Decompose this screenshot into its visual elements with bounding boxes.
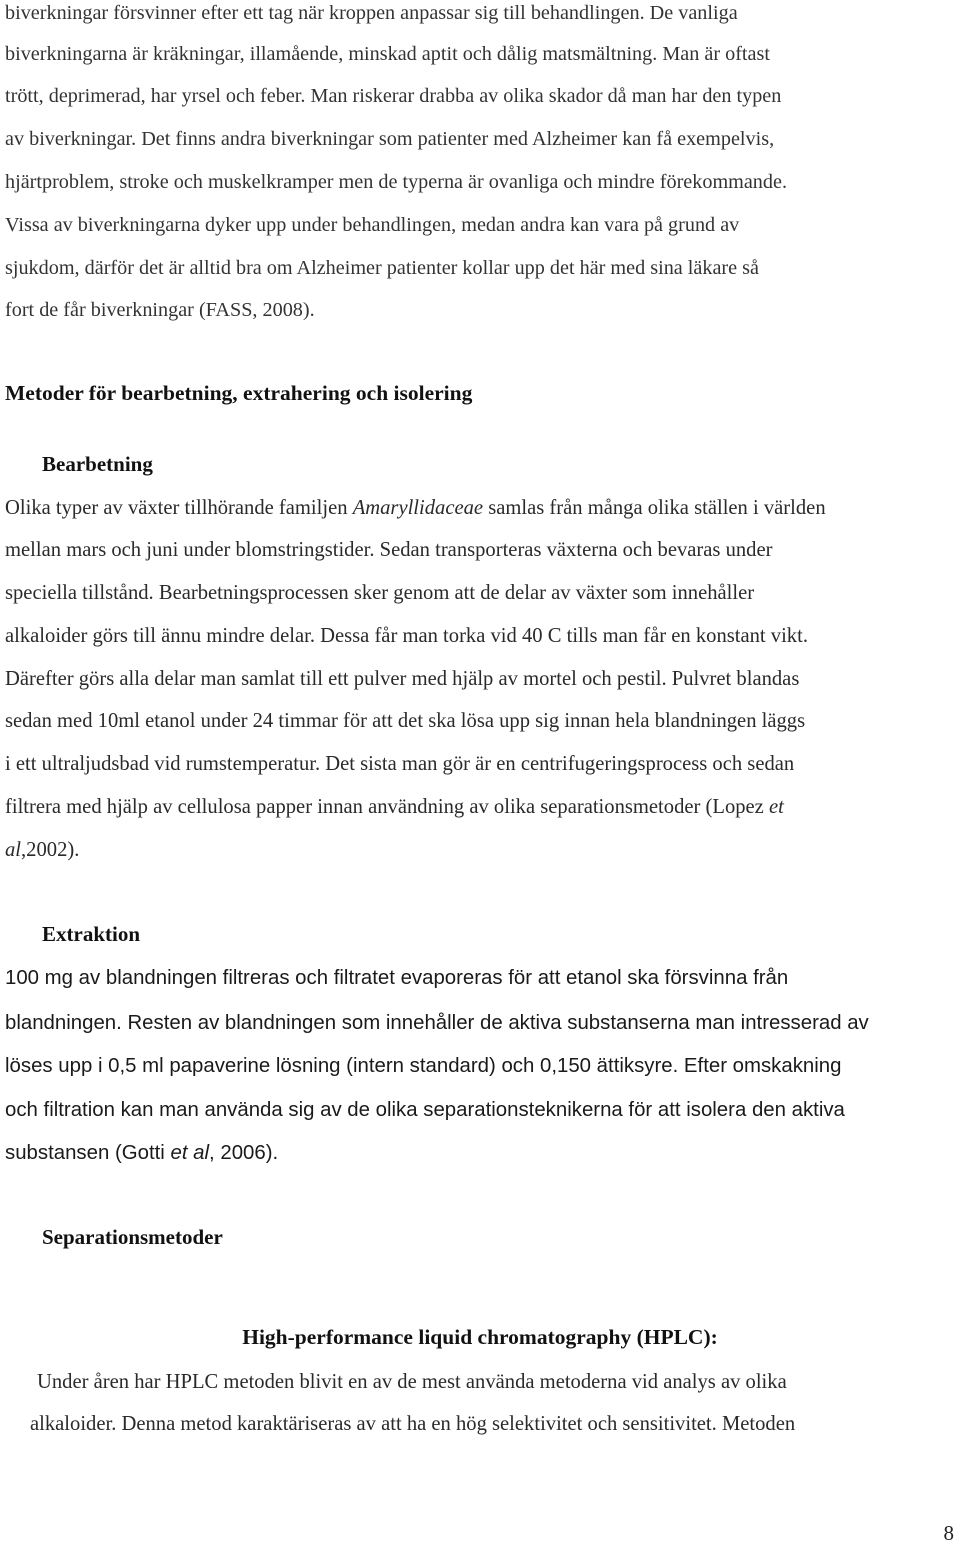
text-run: Olika typer av växter tillhörande familjen xyxy=(5,497,353,519)
hplc-line-2: alkaloider. Denna metod karaktäriseras av att ha en hög selektivitet och sensitivitet. Metoden xyxy=(30,1413,796,1435)
bearbetning-line-3: speciella tillstånd. Bearbetningsprocessen sker genom att de delar av växter som innehåller xyxy=(5,582,755,604)
text-run: samlas från många olika ställen i världen xyxy=(483,497,826,519)
intro-line-5: hjärtproblem, stroke och muskelkramper men de typerna är ovanliga och mindre förekommande. xyxy=(5,171,787,193)
extraktion-line-3: löses upp i 0,5 ml papaverine lösning (intern standard) och 0,150 ättiksyre. Efter omskakning xyxy=(5,1055,842,1077)
italic-text: et xyxy=(768,796,784,818)
extraktion-heading: Extraktion xyxy=(42,922,141,946)
text-run: , 2006). xyxy=(209,1142,279,1164)
extraktion-line-5 xyxy=(5,1140,278,1166)
text-run: ,2002). xyxy=(21,839,80,861)
italic-text: al xyxy=(5,839,22,861)
bearbetning-heading: Bearbetning xyxy=(42,452,153,476)
italic-family-name: Amaryllidaceae xyxy=(352,497,484,519)
bearbetning-line-7: i ett ultraljudsbad vid rumstemperatur. Det sista man gör är en centrifugeringsprocess och sedan xyxy=(5,753,795,775)
intro-line-8: fort de får biverkningar (FASS, 2008). xyxy=(5,299,315,321)
section-heading: Metoder för bearbetning, extrahering och isolering xyxy=(5,381,473,405)
intro-line-4: av biverkningar. Det finns andra biverkningar som patienter med Alzheimer kan få exempelvis, xyxy=(5,128,775,150)
italic-text: et al xyxy=(170,1142,210,1164)
extraktion-line-2: blandningen. Resten av blandningen som innehåller de aktiva substanserna man intresserad av xyxy=(5,1012,869,1034)
extraktion-line-4: och filtration kan man använda sig av de olika separationsteknikerna för att isolera den aktiva xyxy=(5,1099,845,1121)
bearbetning-line-4: alkaloider görs till ännu mindre delar. Dessa får man torka vid 40 C tills man får en konstant vikt. xyxy=(5,625,808,647)
intro-line-1: biverkningar försvinner efter ett tag när kroppen anpassar sig till behandlingen. De vanliga xyxy=(5,2,738,24)
bearbetning-line-5: Därefter görs alla delar man samlat till ett pulver med hjälp av mortel och pestil. Pulvret blandas xyxy=(5,668,800,690)
text-run: substansen (Gotti xyxy=(5,1142,171,1164)
extraktion-line-1: 100 mg av blandningen filtreras och filtratet evaporeras för att etanol ska försvinna från xyxy=(5,967,789,989)
intro-line-2: biverkningarna är kräkningar, illamående, minskad aptit och dålig matsmältning. Man är oftast xyxy=(5,43,770,65)
intro-line-3: trött, deprimerad, har yrsel och feber. Man riskerar drabba av olika skador då man har den typen xyxy=(5,85,782,107)
bearbetning-line-1 xyxy=(5,495,826,521)
bearbetning-line-9 xyxy=(5,837,79,863)
hplc-line-1: Under åren har HPLC metoden blivit en av de mest använda metoderna vid analys av olika xyxy=(37,1371,787,1393)
intro-line-7: sjukdom, därför det är alltid bra om Alzheimer patienter kollar upp det här med sina läkare så xyxy=(5,257,759,279)
bearbetning-line-6: sedan med 10ml etanol under 24 timmar för att det ska lösa upp sig innan hela blandningen läggs xyxy=(5,710,806,732)
hplc-heading: High-performance liquid chromatography (HPLC): xyxy=(242,1325,718,1349)
separationsmetoder-heading: Separationsmetoder xyxy=(42,1225,223,1249)
page-number: 8 xyxy=(943,1521,954,1545)
bearbetning-line-8 xyxy=(5,794,784,820)
bearbetning-line-2: mellan mars och juni under blomstringstider. Sedan transporteras växterna och bevaras under xyxy=(5,539,773,561)
intro-line-6: Vissa av biverkningarna dyker upp under behandlingen, medan andra kan vara på grund av xyxy=(5,214,740,236)
text-run: filtrera med hjälp av cellulosa papper innan användning av olika separationsmetoder (Lopez xyxy=(5,796,769,818)
